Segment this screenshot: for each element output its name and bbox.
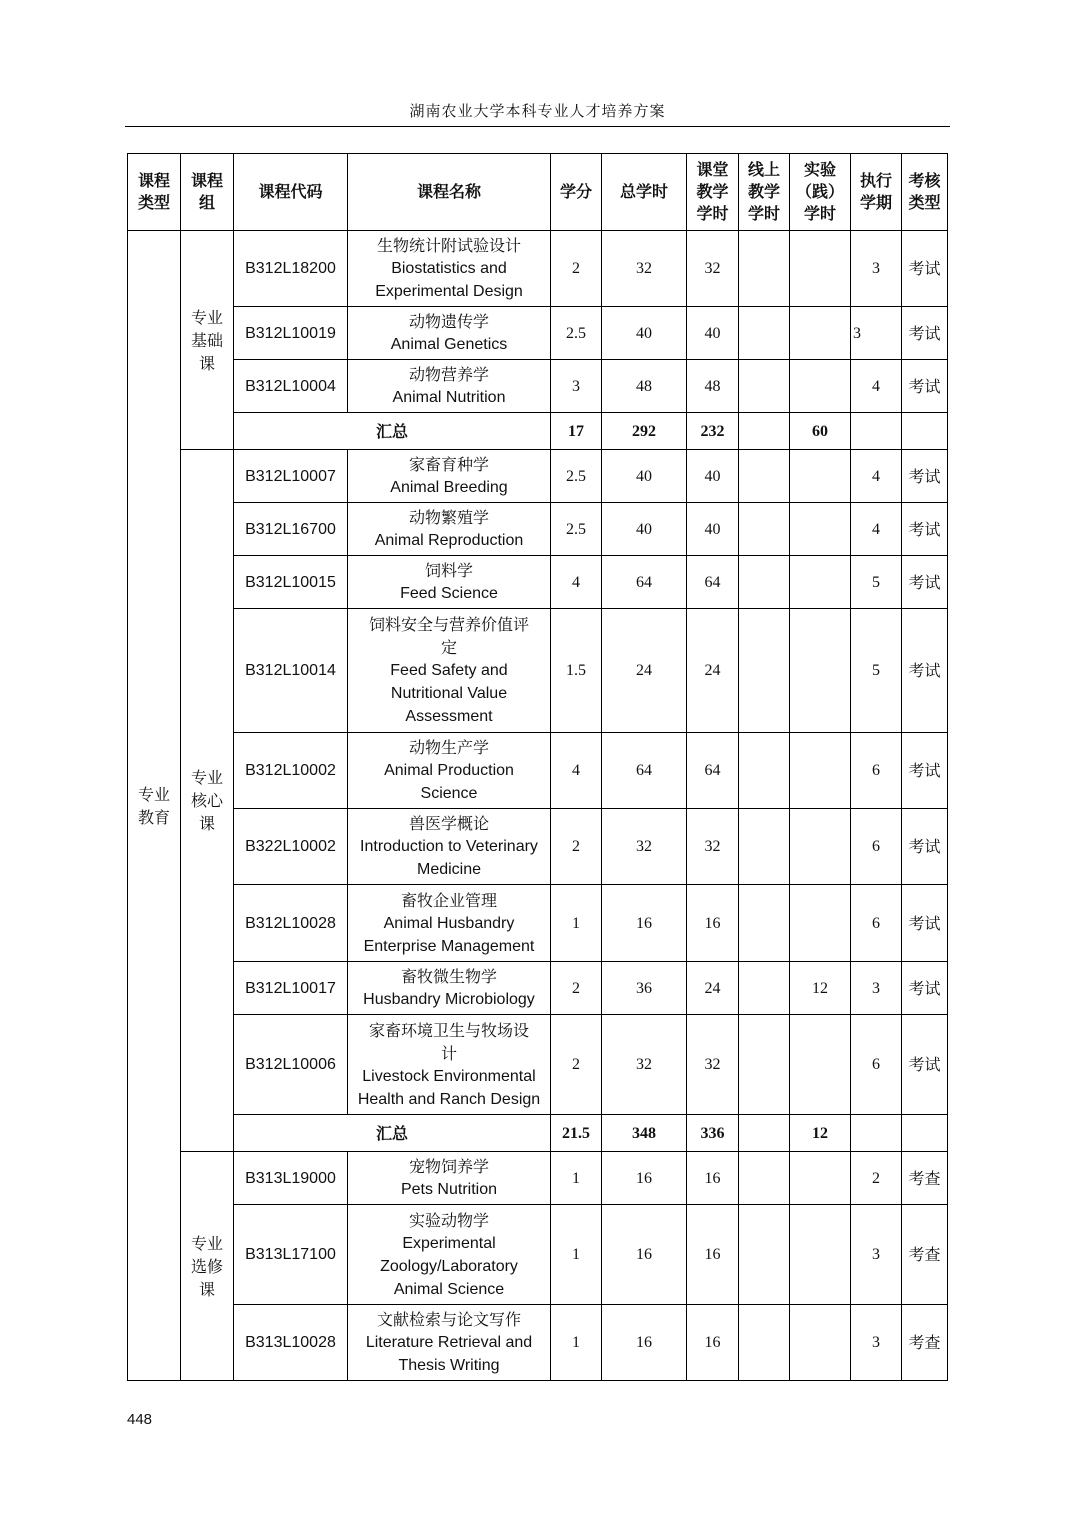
course-name-en: Livestock Environmental [362, 1067, 536, 1085]
course-exam-type: 考试 [902, 307, 948, 360]
course-lab-hours [790, 1015, 851, 1115]
column-header-line: （践） [795, 182, 844, 201]
course-name-cn: 家畜环境卫生与牧场设 [368, 1020, 529, 1040]
course-name [348, 809, 551, 885]
column-header-line: 总学时 [619, 182, 668, 201]
column-header-line: 实验 [803, 160, 836, 179]
course-exam-type: 考试 [902, 609, 948, 733]
course-name-cn: 动物遗传学 [408, 312, 489, 331]
course-exam-type: 考试 [902, 885, 948, 962]
course-name-en: Experimental Design [375, 283, 523, 300]
course-name [348, 733, 551, 809]
course-total-hours: 40 [602, 307, 687, 360]
course-credit: 2 [551, 231, 602, 307]
table-row [128, 609, 948, 733]
course-credit: 2.5 [551, 307, 602, 360]
course-credit: 1 [551, 1305, 602, 1381]
course-classroom-hours: 40 [687, 503, 739, 556]
course-name [348, 556, 551, 609]
course-semester: 4 [851, 503, 902, 556]
course-group-line: 专业 [190, 307, 223, 327]
course-code: B313L10028 [234, 1305, 348, 1381]
course-semester: 2 [851, 1152, 902, 1205]
course-credit: 4 [551, 556, 602, 609]
course-group-cell [181, 450, 234, 1152]
course-online-hours [739, 1205, 790, 1305]
curriculum-table [127, 153, 948, 1381]
course-name-cn: 动物生产学 [408, 738, 489, 757]
column-header-line: 教学 [696, 182, 729, 201]
course-name-en: Pets Nutrition [400, 1181, 498, 1198]
table-row [128, 307, 948, 360]
course-semester: 6 [851, 885, 902, 962]
course-name [348, 1015, 551, 1115]
course-lab-hours [790, 885, 851, 962]
column-header [602, 154, 687, 231]
table-body [128, 231, 948, 1381]
summary-semester [851, 413, 902, 450]
course-name-en: Thesis Writing [398, 1357, 500, 1374]
summary-label: 汇总 [234, 413, 551, 450]
column-header-line: 教学 [747, 182, 780, 201]
course-total-hours: 64 [602, 733, 687, 809]
column-header-line: 学时 [803, 204, 836, 223]
course-name-en: Animal Genetics [390, 336, 508, 353]
course-code: B312L10007 [234, 450, 348, 503]
course-total-hours: 16 [602, 1305, 687, 1381]
course-exam-type: 考试 [902, 360, 948, 413]
course-code: B312L10019 [234, 307, 348, 360]
course-group-line: 专业 [190, 1233, 223, 1253]
column-header-line: 执行 [859, 171, 892, 190]
table-row [128, 360, 948, 413]
course-name [348, 360, 551, 413]
course-name-en: Animal Reproduction [374, 532, 524, 549]
course-semester: 3 [851, 307, 902, 360]
course-semester: 3 [851, 962, 902, 1015]
column-header [851, 154, 902, 231]
course-name-en: Feed Science [400, 585, 498, 602]
course-exam-type: 考试 [902, 503, 948, 556]
course-group-line: 核心 [190, 791, 223, 810]
summary-row [128, 1115, 948, 1152]
course-name-en: Literature Retrieval and [365, 1334, 533, 1351]
column-header [128, 154, 181, 231]
course-name-cn: 文献检索与论文写作 [376, 1310, 521, 1329]
course-name [348, 885, 551, 962]
course-name [348, 962, 551, 1015]
course-name-cn: 宠物饲养学 [408, 1157, 489, 1176]
course-classroom-hours: 64 [687, 556, 739, 609]
course-online-hours [739, 556, 790, 609]
course-code: B313L19000 [234, 1152, 348, 1205]
table-row [128, 1015, 948, 1115]
course-online-hours [739, 1015, 790, 1115]
column-header [790, 154, 851, 231]
course-total-hours: 36 [602, 962, 687, 1015]
course-credit: 1 [551, 885, 602, 962]
table-row [128, 1305, 948, 1381]
column-header [348, 154, 551, 231]
course-name-en: Medicine [416, 861, 482, 878]
course-semester: 5 [851, 609, 902, 733]
course-lab-hours: 12 [790, 962, 851, 1015]
course-group-line: 课 [198, 353, 215, 373]
course-name-en: Animal Production [384, 762, 514, 779]
course-exam-type: 考试 [902, 809, 948, 885]
course-total-hours: 32 [602, 809, 687, 885]
course-total-hours: 24 [602, 609, 687, 733]
table-row [128, 809, 948, 885]
table-row [128, 962, 948, 1015]
course-online-hours [739, 360, 790, 413]
summary-credit: 17 [551, 413, 602, 450]
course-code: B322L10002 [234, 809, 348, 885]
column-header [234, 154, 348, 231]
course-lab-hours [790, 307, 851, 360]
course-credit: 1.5 [551, 609, 602, 733]
course-classroom-hours: 16 [687, 885, 739, 962]
course-online-hours [739, 962, 790, 1015]
course-credit: 1 [551, 1152, 602, 1205]
course-name-cn: 生物统计附试验设计 [376, 236, 521, 255]
course-total-hours: 48 [602, 360, 687, 413]
course-group-line: 课 [198, 814, 215, 833]
summary-online-hours [739, 413, 790, 450]
column-header [902, 154, 948, 231]
course-name-en: Science [420, 785, 478, 802]
column-header [687, 154, 739, 231]
course-lab-hours [790, 503, 851, 556]
course-name-en: Animal Science [393, 1280, 505, 1298]
course-classroom-hours: 16 [687, 1305, 739, 1381]
course-semester: 3 [851, 231, 902, 307]
course-total-hours: 32 [602, 231, 687, 307]
course-name [348, 1305, 551, 1381]
course-online-hours [739, 809, 790, 885]
course-code: B312L18200 [234, 231, 348, 307]
course-total-hours: 40 [602, 450, 687, 503]
header-rule [125, 126, 950, 127]
course-credit: 2.5 [551, 503, 602, 556]
course-code: B313L17100 [234, 1205, 348, 1305]
course-credit: 2.5 [551, 450, 602, 503]
column-header-line: 组 [198, 193, 215, 212]
course-total-hours: 16 [602, 885, 687, 962]
course-name-en: Feed Safety and [390, 662, 508, 679]
course-group-cell [181, 1152, 234, 1381]
course-group-line: 选修 [190, 1256, 223, 1276]
course-code: B312L10017 [234, 962, 348, 1015]
course-name-en: Animal Nutrition [392, 389, 506, 406]
course-exam-type: 考试 [902, 450, 948, 503]
course-online-hours [739, 503, 790, 556]
summary-exam-type [902, 1115, 948, 1152]
table-row [128, 733, 948, 809]
course-credit: 1 [551, 1205, 602, 1305]
course-name-en: Husbandry Microbiology [363, 991, 535, 1008]
course-online-hours [739, 885, 790, 962]
column-header [181, 154, 234, 231]
course-classroom-hours: 32 [687, 1015, 739, 1115]
course-classroom-hours: 16 [687, 1205, 739, 1305]
course-semester: 4 [851, 450, 902, 503]
course-online-hours [739, 450, 790, 503]
course-classroom-hours: 32 [687, 809, 739, 885]
course-name [348, 450, 551, 503]
course-classroom-hours: 32 [687, 231, 739, 307]
table-row [128, 1205, 948, 1305]
course-lab-hours [790, 733, 851, 809]
course-online-hours [739, 231, 790, 307]
course-semester: 4 [851, 360, 902, 413]
course-exam-type: 考查 [902, 1205, 948, 1305]
table-row [128, 450, 948, 503]
summary-row [128, 413, 948, 450]
course-total-hours: 32 [602, 1015, 687, 1115]
course-exam-type: 考试 [902, 733, 948, 809]
course-name-cn: 家畜育种学 [408, 455, 489, 474]
course-code: B312L10014 [234, 609, 348, 733]
course-name-cn: 计 [440, 1043, 457, 1063]
summary-lab-hours: 12 [790, 1115, 851, 1152]
column-header [739, 154, 790, 231]
column-header-line: 学期 [859, 193, 892, 212]
course-type-line: 教育 [137, 807, 170, 827]
course-type-line: 专业 [137, 784, 170, 804]
course-name-en: Nutritional Value [390, 685, 508, 702]
table-row [128, 556, 948, 609]
page-number: 448 [127, 1411, 153, 1428]
course-classroom-hours: 16 [687, 1152, 739, 1205]
course-exam-type: 考试 [902, 231, 948, 307]
course-code: B312L16700 [234, 503, 348, 556]
course-credit: 3 [551, 360, 602, 413]
course-group-line: 课 [198, 1279, 215, 1299]
course-lab-hours [790, 809, 851, 885]
course-name-cn: 动物繁殖学 [408, 508, 489, 527]
column-header-line: 考核 [908, 171, 941, 190]
column-header-line: 课程 [137, 171, 170, 190]
summary-exam-type [902, 413, 948, 450]
course-credit: 4 [551, 733, 602, 809]
course-online-hours [739, 1305, 790, 1381]
course-classroom-hours: 24 [687, 962, 739, 1015]
course-lab-hours [790, 1152, 851, 1205]
course-name-en: Animal Husbandry [383, 914, 515, 932]
course-total-hours: 16 [602, 1152, 687, 1205]
course-name-cn: 畜牧企业管理 [400, 890, 497, 910]
course-lab-hours [790, 231, 851, 307]
table-row [128, 503, 948, 556]
column-header-line: 学时 [747, 204, 780, 223]
course-name-cn: 动物营养学 [408, 365, 489, 384]
table-header [128, 154, 948, 231]
course-online-hours [739, 733, 790, 809]
column-header-line: 学分 [559, 182, 592, 201]
course-credit: 2 [551, 1015, 602, 1115]
course-code: B312L10004 [234, 360, 348, 413]
summary-online-hours [739, 1115, 790, 1152]
course-classroom-hours: 64 [687, 733, 739, 809]
course-name [348, 1152, 551, 1205]
column-header-line: 学时 [696, 204, 729, 223]
course-online-hours [739, 307, 790, 360]
course-total-hours: 16 [602, 1205, 687, 1305]
course-classroom-hours: 40 [687, 450, 739, 503]
course-name [348, 609, 551, 733]
course-name-en: Animal Breeding [390, 479, 508, 496]
course-credit: 2 [551, 809, 602, 885]
course-name [348, 503, 551, 556]
column-header [551, 154, 602, 231]
course-semester: 3 [851, 1305, 902, 1381]
course-total-hours: 40 [602, 503, 687, 556]
course-name-en: Health and Ranch Design [357, 1090, 541, 1108]
course-lab-hours [790, 609, 851, 733]
course-exam-type: 考查 [902, 1152, 948, 1205]
column-header-line: 课程代码 [258, 182, 323, 201]
course-total-hours: 64 [602, 556, 687, 609]
course-group-line: 专业 [190, 768, 223, 787]
course-semester: 3 [851, 1205, 902, 1305]
course-group-cell [181, 231, 234, 450]
course-exam-type: 考试 [902, 962, 948, 1015]
course-name [348, 1205, 551, 1305]
course-name-en: Experimental [402, 1234, 496, 1252]
table-row [128, 231, 948, 307]
summary-credit: 21.5 [551, 1115, 602, 1152]
course-name-cn: 兽医学概论 [408, 814, 489, 833]
table-row [128, 885, 948, 962]
course-online-hours [739, 1152, 790, 1205]
table-header-row [128, 154, 948, 231]
course-name-en: Biostatistics and [391, 260, 507, 277]
course-lab-hours [790, 360, 851, 413]
column-header-line: 课程名称 [416, 182, 481, 201]
course-name-en: Zoology/Laboratory [380, 1257, 518, 1275]
course-semester: 6 [851, 809, 902, 885]
course-semester: 5 [851, 556, 902, 609]
course-code: B312L10006 [234, 1015, 348, 1115]
summary-total-hours: 348 [602, 1115, 687, 1152]
column-header-line: 类型 [908, 193, 941, 212]
course-exam-type: 考试 [902, 1015, 948, 1115]
course-name-cn: 畜牧微生物学 [400, 967, 497, 986]
summary-total-hours: 292 [602, 413, 687, 450]
course-classroom-hours: 24 [687, 609, 739, 733]
course-lab-hours [790, 1305, 851, 1381]
course-exam-type: 考试 [902, 556, 948, 609]
course-name-cn: 饲料安全与营养价值评 [368, 615, 529, 634]
course-name-en: Enterprise Management [363, 937, 535, 955]
course-group-line: 基础 [190, 330, 223, 350]
course-type-cell [128, 231, 181, 1381]
course-classroom-hours: 40 [687, 307, 739, 360]
course-name-cn: 实验动物学 [408, 1210, 489, 1230]
summary-classroom-hours: 232 [687, 413, 739, 450]
course-name [348, 307, 551, 360]
page-header-title: 湖南农业大学本科专业人才培养方案 [409, 102, 666, 120]
summary-lab-hours: 60 [790, 413, 851, 450]
course-name [348, 231, 551, 307]
column-header-line: 类型 [137, 193, 170, 212]
course-exam-type: 考查 [902, 1305, 948, 1381]
course-name-en: Introduction to Veterinary [360, 838, 538, 855]
course-semester: 6 [851, 1015, 902, 1115]
course-code: B312L10002 [234, 733, 348, 809]
summary-semester [851, 1115, 902, 1152]
summary-label: 汇总 [234, 1115, 551, 1152]
course-lab-hours [790, 1205, 851, 1305]
course-semester: 6 [851, 733, 902, 809]
course-lab-hours [790, 450, 851, 503]
course-name-cn: 定 [440, 638, 457, 657]
table-row [128, 1152, 948, 1205]
column-header-line: 课堂 [696, 160, 729, 179]
summary-classroom-hours: 336 [687, 1115, 739, 1152]
course-code: B312L10028 [234, 885, 348, 962]
course-name-cn: 饲料学 [424, 561, 473, 580]
course-name-en: Assessment [405, 708, 493, 725]
course-code: B312L10015 [234, 556, 348, 609]
course-lab-hours [790, 556, 851, 609]
column-header-line: 线上 [747, 160, 780, 179]
column-header-line: 课程 [190, 171, 223, 190]
course-credit: 2 [551, 962, 602, 1015]
course-classroom-hours: 48 [687, 360, 739, 413]
course-online-hours [739, 609, 790, 733]
